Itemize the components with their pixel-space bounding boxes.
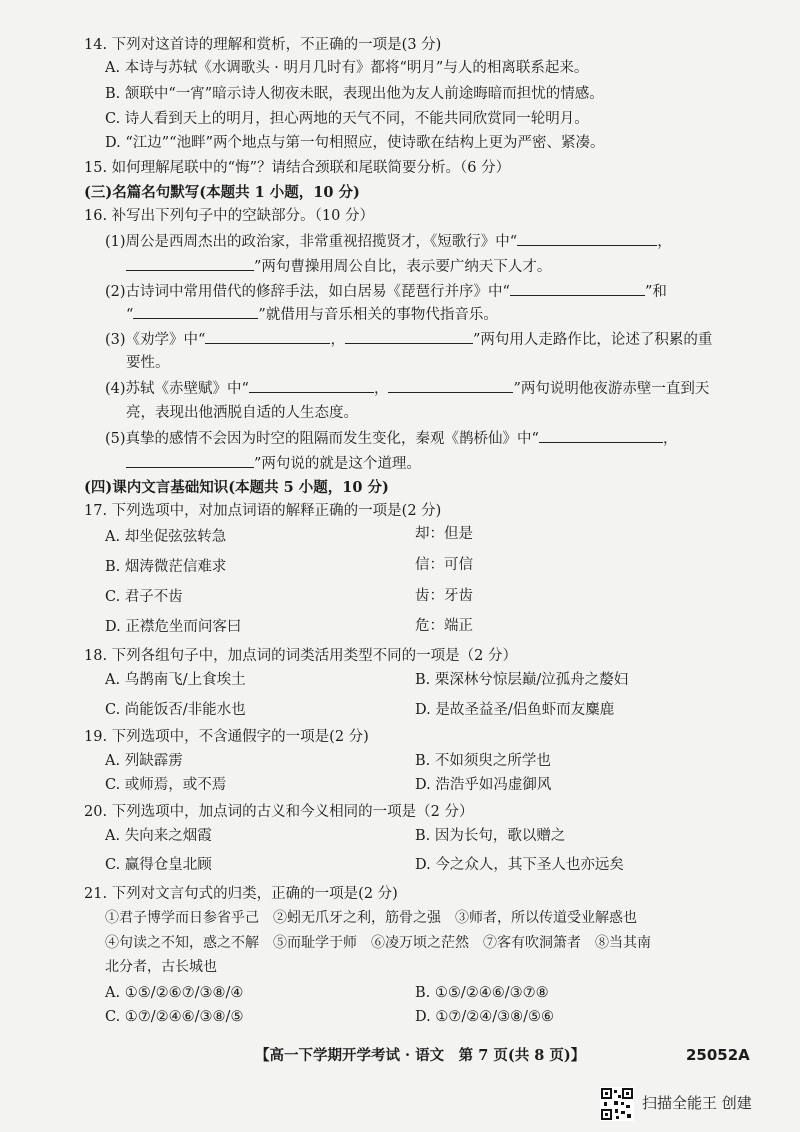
- qr-code-icon: [600, 1087, 634, 1121]
- q18-option-d: D. 是故圣益圣/侣鱼虾而友麋鹿: [415, 702, 615, 718]
- blank-line: [539, 428, 663, 443]
- q21-list-line-2: ④句读之不知，惑之不解 ⑤而耻学于师 ⑥凌万顷之茫然 ⑦客有吹洞箫者 ⑧当其南: [105, 935, 651, 951]
- q19-option-d: D. 浩浩乎如冯虚御风: [415, 777, 552, 793]
- q16-item-3-line-2: 要性。: [126, 355, 170, 371]
- q19-option-b: B. 不如须臾之所学也: [415, 753, 551, 769]
- blank-line: [510, 281, 645, 296]
- q21-list-line-3: 北分者，古长城也: [105, 959, 217, 975]
- q14-option-c: C. 诗人看到天上的明月，担心两地的天气不同，不能共同欣赏同一轮明月。: [105, 111, 589, 127]
- q14-option-a: A. 本诗与苏轼《水调歌头 · 明月几时有》都将“明月”与人的相离联系起来。: [105, 60, 589, 76]
- q16-stem: 16. 补写出下列句子中的空缺部分。（10 分）: [84, 208, 374, 224]
- q21-option-c: C. ①⑦/②④⑥/③⑧/⑤: [105, 1009, 244, 1025]
- blank-line: [388, 378, 513, 393]
- q21-option-a: A. ①⑤/②⑥⑦/③⑧/④: [105, 985, 244, 1001]
- q16-item-3-line-1: (3)《劝学》中“ ， ”两句用人走路作比，论述了积累的重: [105, 329, 712, 350]
- blank-line: [249, 378, 374, 393]
- q16-item-5-line-1: (5)真挚的感情不会因为时空的阻隔而发生变化，秦观《鹊桥仙》中“ ，: [105, 428, 677, 449]
- q17-option-a-note: 却：但是: [415, 526, 473, 542]
- q17-option-d: D. 正襟危坐而问客曰: [105, 619, 242, 635]
- q16-item-1-line-1: (1)周公是西周杰出的政治家，非常重视招揽贤才，《短歌行》中“ ，: [105, 231, 672, 252]
- q20-option-d: D. 今之众人，其下圣人也亦远矣: [415, 857, 624, 873]
- q20-stem: 20. 下列选项中，加点词的古义和今义相同的一项是（2 分）: [84, 804, 474, 820]
- q15-stem: 15. 如何理解尾联中的“悔”？请结合颈联和尾联简要分析。（6 分）: [84, 160, 511, 176]
- q19-stem: 19. 下列选项中，不含通假字的一项是(2 分): [84, 729, 369, 745]
- page-footer: 【高一下学期开学考试 · 语文 第 7 页(共 8 页)】: [255, 1047, 586, 1064]
- q17-option-b: B. 烟涛微茫信难求: [105, 559, 227, 575]
- q17-option-b-note: 信：可信: [415, 557, 473, 573]
- q17-option-a: A. 却坐促弦弦转急: [105, 529, 227, 545]
- q14-option-d: D. “江边”“池畔”两个地点与第一句相照应，使诗歌在结构上更为严密、紧凑。: [105, 135, 605, 151]
- q18-option-a: A. 乌鹊南飞/上食埃土: [105, 672, 246, 688]
- blank-line: [205, 329, 330, 344]
- q20-option-c: C. 赢得仓皇北顾: [105, 857, 212, 873]
- q19-option-a: A. 列缺霹雳: [105, 753, 183, 769]
- q21-option-d: D. ①⑦/②④/③⑧/⑤⑥: [415, 1009, 554, 1025]
- blank-line: [345, 329, 473, 344]
- q17-option-c: C. 君子不齿: [105, 589, 183, 605]
- q16-item-2-line-2: “ ”就借用与音乐相关的事物代指音乐。: [126, 304, 498, 325]
- q20-option-b: B. 因为长句，歌以赠之: [415, 828, 566, 844]
- q16-item-4-line-1: (4)苏轼《赤壁赋》中“ ， ”两句说明他夜游赤壁一直到天: [105, 378, 709, 399]
- q20-option-a: A. 失向来之烟霞: [105, 828, 212, 844]
- q17-option-d-note: 危：端正: [415, 618, 473, 634]
- q17-option-c-note: 齿：牙齿: [415, 588, 473, 604]
- paper-code: 25052A: [686, 1046, 750, 1064]
- blank-line: [126, 256, 254, 271]
- q18-option-c: C. 尚能饭否/非能水也: [105, 702, 246, 718]
- blank-line: [517, 231, 657, 246]
- section-4-heading: (四)课内文言基础知识(本题共 5 小题，10 分): [84, 479, 389, 496]
- q16-item-4-line-2: 亮，表现出他洒脱自适的人生态度。: [126, 405, 358, 421]
- q18-stem: 18. 下列各组句子中，加点词的词类活用类型不同的一项是（2 分）: [84, 648, 518, 664]
- q21-stem: 21. 下列对文言句式的归类，正确的一项是(2 分): [84, 886, 398, 902]
- blank-line: [133, 304, 258, 319]
- q16-item-2-line-1: (2)古诗词中常用借代的修辞手法，如白居易《琵琶行并序》中“ ”和: [105, 281, 667, 302]
- section-3-heading: (三)名篇名句默写(本题共 1 小题，10 分): [84, 184, 360, 201]
- scanner-watermark: 扫描全能王 创建: [642, 1094, 752, 1112]
- q19-option-c: C. 或师焉，或不焉: [105, 777, 227, 793]
- q21-option-b: B. ①⑤/②④⑥/③⑦⑧: [415, 985, 549, 1001]
- q18-option-b: B. 栗深林兮惊层巅/泣孤舟之嫠妇: [415, 672, 629, 688]
- q21-list-line-1: ①君子博学而日参省乎己 ②蚓无爪牙之利，筋骨之强 ③师者，所以传道受业解惑也: [105, 910, 637, 926]
- blank-line: [126, 453, 254, 468]
- q16-item-1-line-2: ”两句曹操用周公自比，表示要广纳天下人才。: [126, 256, 551, 277]
- q14-option-b: B. 颔联中“一宵”暗示诗人彻夜未眠，表现出他为友人前途晦暗而担忧的情感。: [105, 86, 604, 102]
- q16-item-5-line-2: ”两句说的就是这个道理。: [126, 453, 421, 474]
- q14-stem: 14. 下列对这首诗的理解和赏析，不正确的一项是(3 分): [84, 37, 442, 53]
- q17-stem: 17. 下列选项中，对加点词语的解释正确的一项是(2 分): [84, 503, 442, 519]
